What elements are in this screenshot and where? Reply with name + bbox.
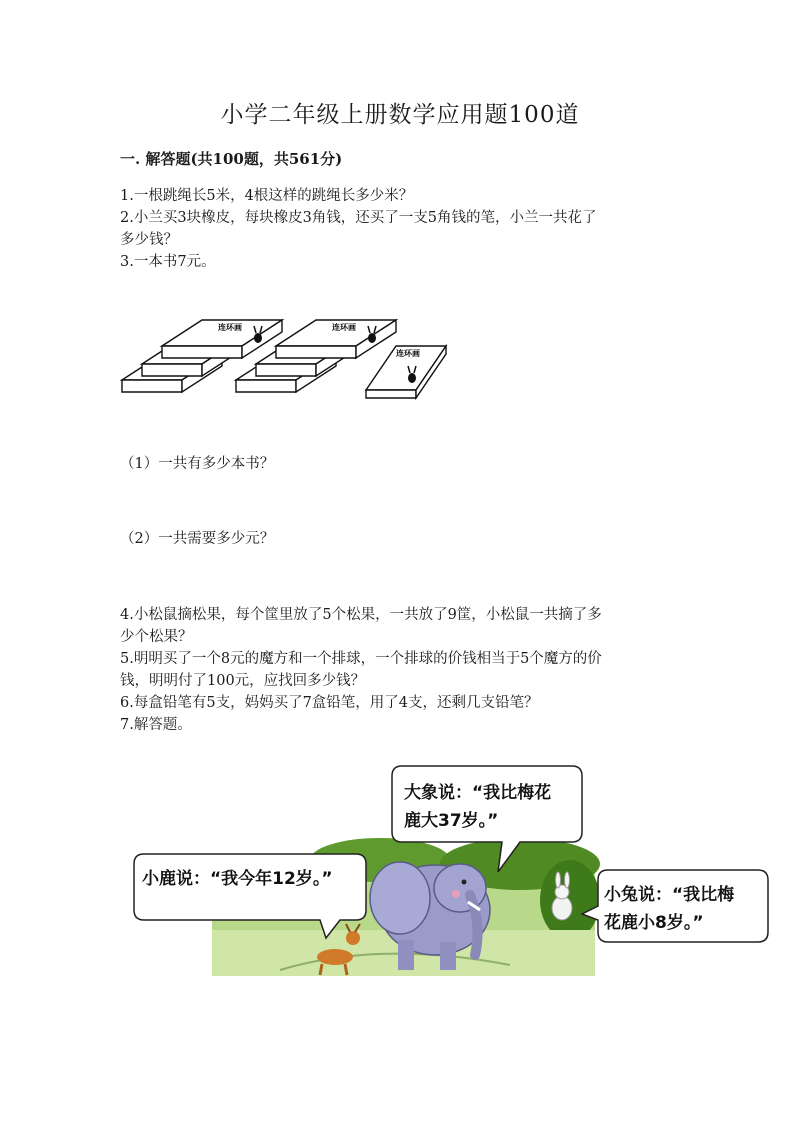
question-text-line1: 小松鼠摘松果，每个筐里放了5个松果，一共放了9筐，小松鼠一共摘了多 xyxy=(133,607,602,623)
question-4 xyxy=(120,604,680,648)
question-3 xyxy=(120,251,680,273)
section-heading: 一. 解答题(共100题，共561分) xyxy=(120,150,343,168)
question-text: 解答题。 xyxy=(133,717,192,733)
elephant-speech-line2: 鹿大37岁。” xyxy=(404,811,499,831)
question-text-line2: 少个松果？ xyxy=(120,629,193,645)
rabbit-speech-line1: 小兔说：“我比梅 xyxy=(604,885,735,905)
single-book xyxy=(366,346,446,398)
question-number: 3. xyxy=(120,254,134,270)
question-number: 5. xyxy=(120,651,134,667)
book-cover-label: 连环画 xyxy=(396,349,420,358)
question-2 xyxy=(120,207,680,251)
question-text-line1: 小兰买3块橡皮，每块橡皮3角钱，还买了一支5角钱的笔，小兰一共花了 xyxy=(133,210,597,226)
question-number: 6. xyxy=(120,695,134,711)
question-number: 7. xyxy=(120,717,134,733)
book-cover-label: 连环画 xyxy=(332,323,356,332)
sub-question-2: （2）一共需要多少元？ xyxy=(120,531,275,547)
book-cover-label: 连环画 xyxy=(218,323,242,332)
question-7 xyxy=(120,714,680,736)
question-text-line1: 明明买了一个8元的魔方和一个排球，一个排球的价钱相当于5个魔方的价 xyxy=(133,651,602,667)
question-number: 4. xyxy=(120,607,134,623)
question-text-line2: 钱，明明付了100元，应找回多少钱？ xyxy=(120,673,366,689)
sub-question-1: （1）一共有多少本书？ xyxy=(120,456,275,472)
question-number: 1. xyxy=(120,188,134,204)
question-text-line2: 多少钱？ xyxy=(120,232,178,248)
question-text: 一本书7元。 xyxy=(133,254,216,270)
question-text: 一根跳绳长5米，4根这样的跳绳长多少米？ xyxy=(133,188,414,204)
question-text: 每盒铅笔有5支，妈妈买了7盒铅笔，用了4支，还剩几支铅笔？ xyxy=(133,695,539,711)
book-stacks-figure xyxy=(118,300,458,412)
rabbit-speech-bubble xyxy=(582,870,768,942)
question-6 xyxy=(120,692,680,714)
question-1 xyxy=(120,185,680,207)
rabbit-speech-line2: 花鹿小8岁。” xyxy=(604,913,704,933)
question-number: 2. xyxy=(120,210,134,226)
elephant-speech-line1: 大象说：“我比梅花 xyxy=(404,783,552,803)
page-title: 小学二年级上册数学应用题100道 xyxy=(220,102,580,128)
animal-scene-illustration xyxy=(130,760,770,985)
deer-speech-text: 小鹿说：“我今年12岁。” xyxy=(142,869,333,889)
question-5 xyxy=(120,648,680,692)
